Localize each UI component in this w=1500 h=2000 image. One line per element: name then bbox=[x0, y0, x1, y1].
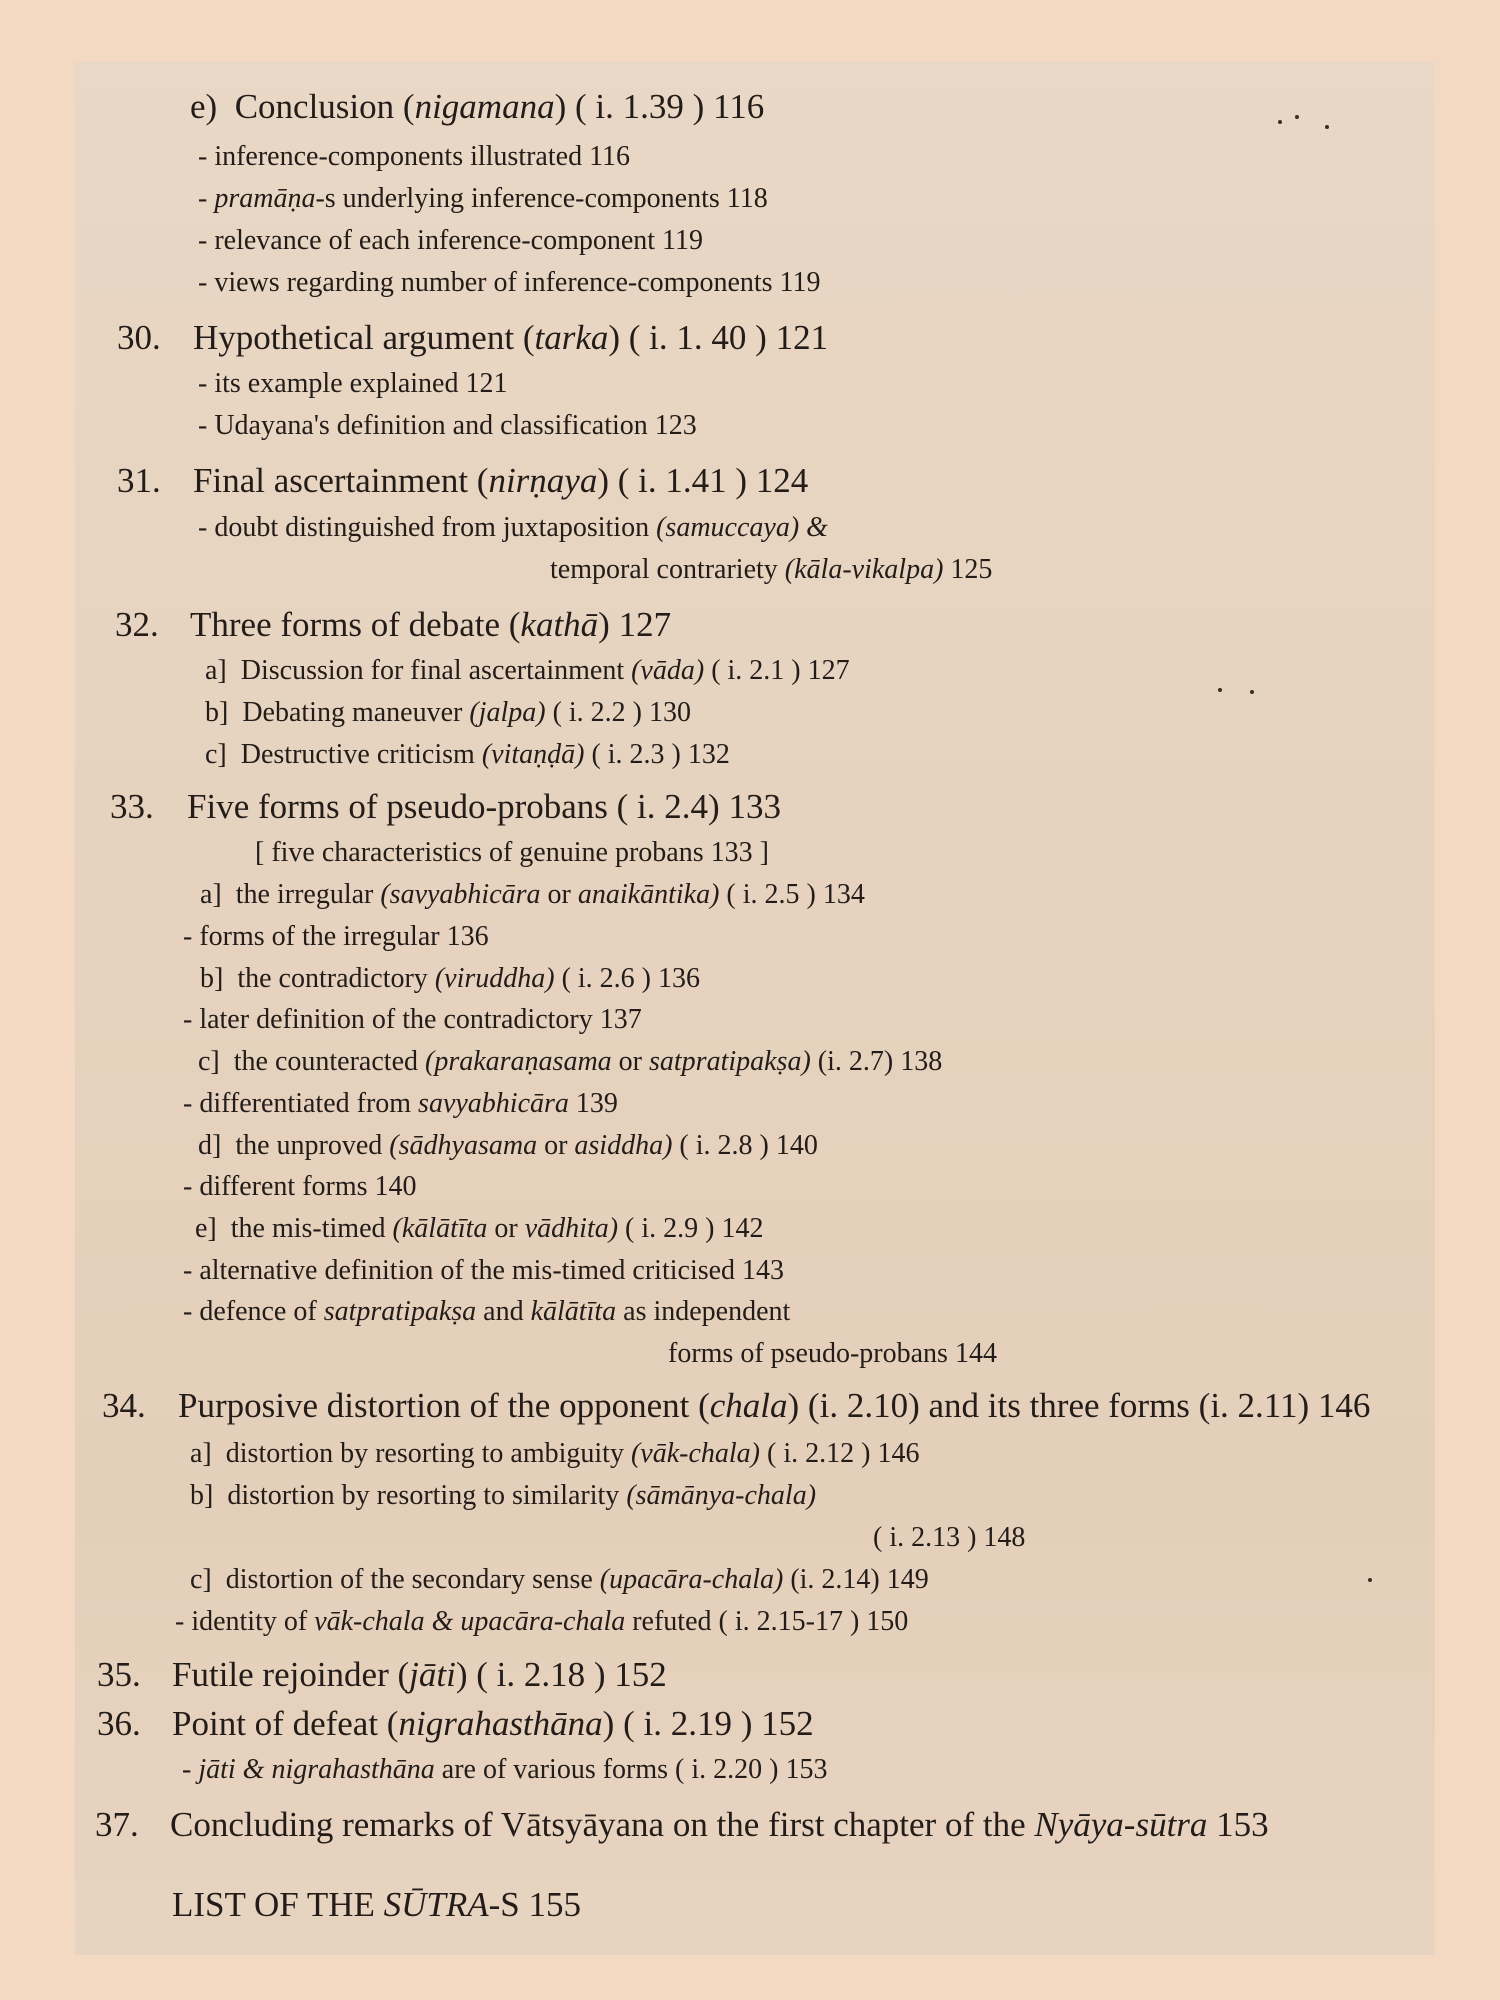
page-bottom-margin bbox=[75, 1955, 1435, 2000]
list-of-sutras: LIST OF THE SŪTRA-S 155 bbox=[172, 1885, 582, 1924]
paper-speck bbox=[1368, 1578, 1372, 1582]
sub-entry: b] Debating maneuver (jalpa) ( i. 2.2 ) 130 bbox=[205, 697, 692, 728]
sub-entry: temporal contrariety (kāla-vikalpa) 125 bbox=[550, 554, 993, 585]
entry-ref: ) ( i. 1.39 ) 116 bbox=[554, 87, 765, 126]
sub-entry: - relevance of each inference-component 119 bbox=[198, 225, 704, 256]
sub-entry: b] the contradictory (viruddha) ( i. 2.6 ) 136 bbox=[200, 963, 701, 994]
sub-entry: - alternative definition of the mis-timed criticised 143 bbox=[183, 1255, 785, 1286]
entry-number: 36. bbox=[97, 1704, 141, 1743]
sub-entry: c] distortion of the secondary sense (upacāra-chala) (i. 2.14) 149 bbox=[190, 1564, 929, 1595]
entry-34-title: Purposive distortion of the opponent (chala) (i. 2.10) and its three forms (i. 2.11) 146 bbox=[178, 1386, 1371, 1425]
sub-entry: - views regarding number of inference-components 119 bbox=[198, 267, 821, 298]
sub-entry: - later definition of the contradictory 137 bbox=[183, 1004, 642, 1035]
sub-entry: - forms of the irregular 136 bbox=[183, 921, 489, 952]
entry-36-title: Point of defeat (nigrahasthāna) ( i. 2.19 ) 152 bbox=[172, 1704, 814, 1743]
entry-35-title: Futile rejoinder (jāti) ( i. 2.18 ) 152 bbox=[172, 1655, 667, 1694]
sub-entry: - inference-components illustrated 116 bbox=[198, 141, 631, 172]
sub-entry: - pramāṇa-s underlying inference-components 118 bbox=[198, 183, 768, 214]
entry-number: 37. bbox=[95, 1805, 139, 1844]
page-top-margin bbox=[75, 0, 1435, 62]
entry-title: Conclusion ( bbox=[234, 87, 415, 126]
entry-term: nigamana bbox=[414, 87, 555, 126]
entry-30-title: Hypothetical argument (tarka) ( i. 1. 40 ) 121 bbox=[193, 318, 829, 357]
sub-entry: a] Discussion for final ascertainment (vāda) ( i. 2.1 ) 127 bbox=[205, 655, 850, 686]
entry-33-title: Five forms of pseudo-probans ( i. 2.4) 133 bbox=[187, 787, 781, 826]
paper-speck bbox=[1250, 690, 1254, 694]
sub-entry: c] Destructive criticism (vitaṇḍā) ( i. 2.3 ) 132 bbox=[205, 739, 730, 770]
entry-number: 31. bbox=[117, 461, 161, 500]
sub-entry: d] the unproved (sādhyasama or asiddha) ( i. 2.8 ) 140 bbox=[198, 1130, 818, 1161]
entry-label: e) bbox=[190, 87, 218, 126]
sub-entry: - differentiated from savyabhicāra 139 bbox=[183, 1088, 618, 1119]
sub-entry: - jāti & nigrahasthāna are of various forms ( i. 2.20 ) 153 bbox=[182, 1754, 828, 1785]
paper-speck bbox=[1218, 688, 1222, 692]
entry-number: 32. bbox=[115, 605, 159, 644]
entry-32-title: Three forms of debate (kathā) 127 bbox=[190, 605, 672, 644]
paper-speck bbox=[1295, 115, 1299, 119]
sub-entry: e] the mis-timed (kālātīta or vādhita) ( i. 2.9 ) 142 bbox=[195, 1213, 764, 1244]
sub-entry: - doubt distinguished from juxtaposition (samuccaya) & bbox=[198, 512, 828, 543]
sub-entry: - its example explained 121 bbox=[198, 368, 508, 399]
sub-entry: c] the counteracted (prakaraṇasama or satpratipakṣa) (i. 2.7) 138 bbox=[198, 1046, 943, 1077]
sub-entry: [ five characteristics of genuine probans 133 ] bbox=[255, 837, 769, 868]
sub-entry: - identity of vāk-chala & upacāra-chala refuted ( i. 2.15-17 ) 150 bbox=[175, 1606, 909, 1637]
entry-e-conclusion bbox=[190, 87, 764, 127]
paper-speck bbox=[1325, 125, 1329, 129]
book-page bbox=[75, 0, 1435, 2000]
entry-31-title: Final ascertainment (nirṇaya) ( i. 1.41 ) 124 bbox=[193, 461, 809, 500]
sub-entry: a] distortion by resorting to ambiguity (vāk-chala) ( i. 2.12 ) 146 bbox=[190, 1438, 920, 1469]
paper-speck bbox=[1278, 120, 1282, 124]
sub-entry: forms of pseudo-probans 144 bbox=[668, 1338, 997, 1369]
sub-entry: - Udayana's definition and classification 123 bbox=[198, 410, 697, 441]
entry-37-title: Concluding remarks of Vātsyāyana on the first chapter of the Nyāya-sūtra 153 bbox=[170, 1805, 1269, 1844]
sub-entry: - different forms 140 bbox=[183, 1171, 417, 1202]
entry-number: 30. bbox=[117, 318, 161, 357]
sub-entry: b] distortion by resorting to similarity (sāmānya-chala) bbox=[190, 1480, 817, 1511]
sub-entry: - defence of satpratipakṣa and kālātīta as independent bbox=[183, 1296, 791, 1327]
entry-number: 35. bbox=[97, 1655, 141, 1694]
entry-number: 33. bbox=[110, 787, 154, 826]
sub-entry: a] the irregular (savyabhicāra or anaikāntika) ( i. 2.5 ) 134 bbox=[200, 879, 865, 910]
sub-entry: ( i. 2.13 ) 148 bbox=[873, 1522, 1026, 1553]
entry-number: 34. bbox=[102, 1386, 146, 1425]
